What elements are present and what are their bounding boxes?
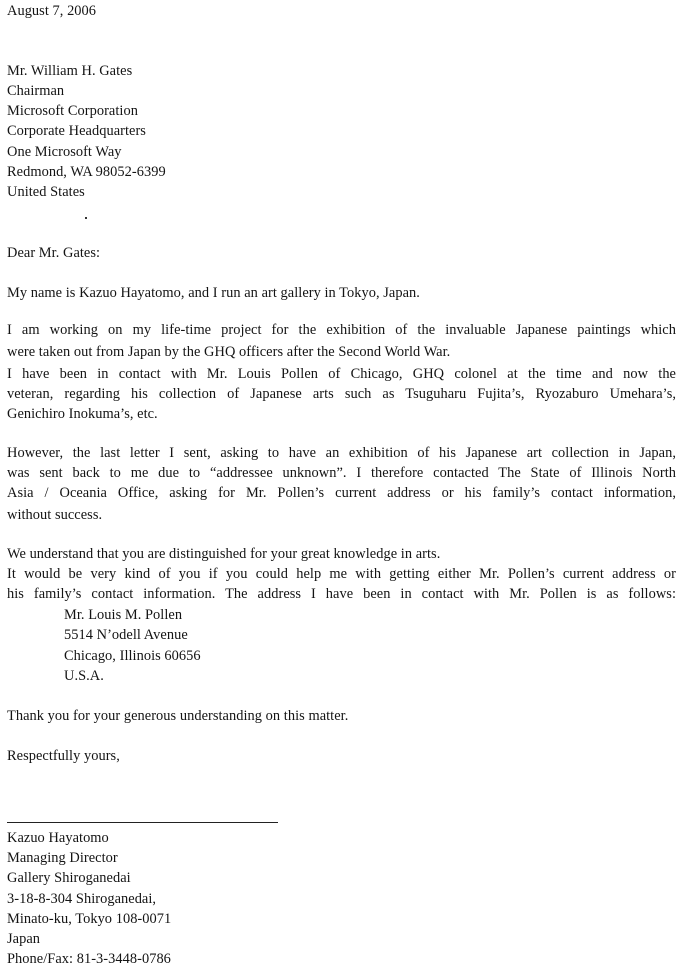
- paragraph-thanks: Thank you for your generous understanding on this matter.: [7, 708, 349, 724]
- recipient-country: United States: [7, 184, 85, 200]
- signature-address1: 3-18-8-304 Shiroganedai,: [7, 891, 157, 907]
- pollen-street: 5514 N’odell Avenue: [64, 627, 188, 643]
- paragraph-line: It would be very kind of you if you could help me with getting either Mr. Pollen’s current address or: [7, 566, 676, 582]
- paragraph-intro: My name is Kazuo Hayatomo, and I run an art gallery in Tokyo, Japan.: [7, 285, 420, 301]
- pollen-name: Mr. Louis M. Pollen: [64, 607, 183, 623]
- closing: Respectfully yours,: [7, 748, 120, 764]
- recipient-title: Chairman: [7, 83, 65, 99]
- recipient-department: Corporate Headquarters: [7, 123, 146, 139]
- paragraph-line: veteran, regarding his collection of Japanese arts such as Tsuguharu Fujita’s, Ryozaburo Umehara’s,: [7, 386, 676, 402]
- signature-country: Japan: [7, 931, 41, 947]
- recipient-street: One Microsoft Way: [7, 144, 122, 160]
- paragraph-line: was sent back to me due to “addressee unknown”. I therefore contacted The State of Illinois North: [7, 465, 676, 481]
- paragraph-line: Genichiro Inokuma’s, etc.: [7, 406, 158, 422]
- signature-address2: Minato-ku, Tokyo 108-0071: [7, 911, 172, 927]
- paragraph-line: Asia / Oceania Office, asking for Mr. Pollen’s current address or his family’s contact information,: [7, 485, 676, 501]
- signature-company: Gallery Shiroganedai: [7, 870, 131, 886]
- paragraph-line: However, the last letter I sent, asking to have an exhibition of his Japanese art collection in Japan,: [7, 445, 676, 461]
- scan-speck: [85, 217, 87, 219]
- paragraph-line: We understand that you are distinguished for your great knowledge in arts.: [7, 546, 441, 562]
- pollen-city: Chicago, Illinois 60656: [64, 648, 201, 664]
- signature-title: Managing Director: [7, 850, 118, 866]
- paragraph-line: I am working on my life-time project for the exhibition of the invaluable Japanese paintings which: [7, 322, 676, 338]
- pollen-country: U.S.A.: [64, 668, 104, 684]
- signature-name: Kazuo Hayatomo: [7, 830, 109, 846]
- recipient-name: Mr. William H. Gates: [7, 63, 133, 79]
- salutation: Dear Mr. Gates:: [7, 245, 101, 261]
- paragraph-line: were taken out from Japan by the GHQ officers after the Second World War.: [7, 344, 451, 360]
- paragraph-line: I have been in contact with Mr. Louis Pollen of Chicago, GHQ colonel at the time and now the: [7, 366, 676, 382]
- signature-phone: Phone/Fax: 81-3-3448-0786: [7, 951, 171, 967]
- signature-line: [7, 822, 278, 823]
- paragraph-line: without success.: [7, 507, 103, 523]
- recipient-company: Microsoft Corporation: [7, 103, 138, 119]
- paragraph-line: his family’s contact information. The address I have been in contact with Mr. Pollen is as follows:: [7, 586, 676, 602]
- recipient-city: Redmond, WA 98052-6399: [7, 164, 166, 180]
- letter-date: August 7, 2006: [7, 3, 97, 19]
